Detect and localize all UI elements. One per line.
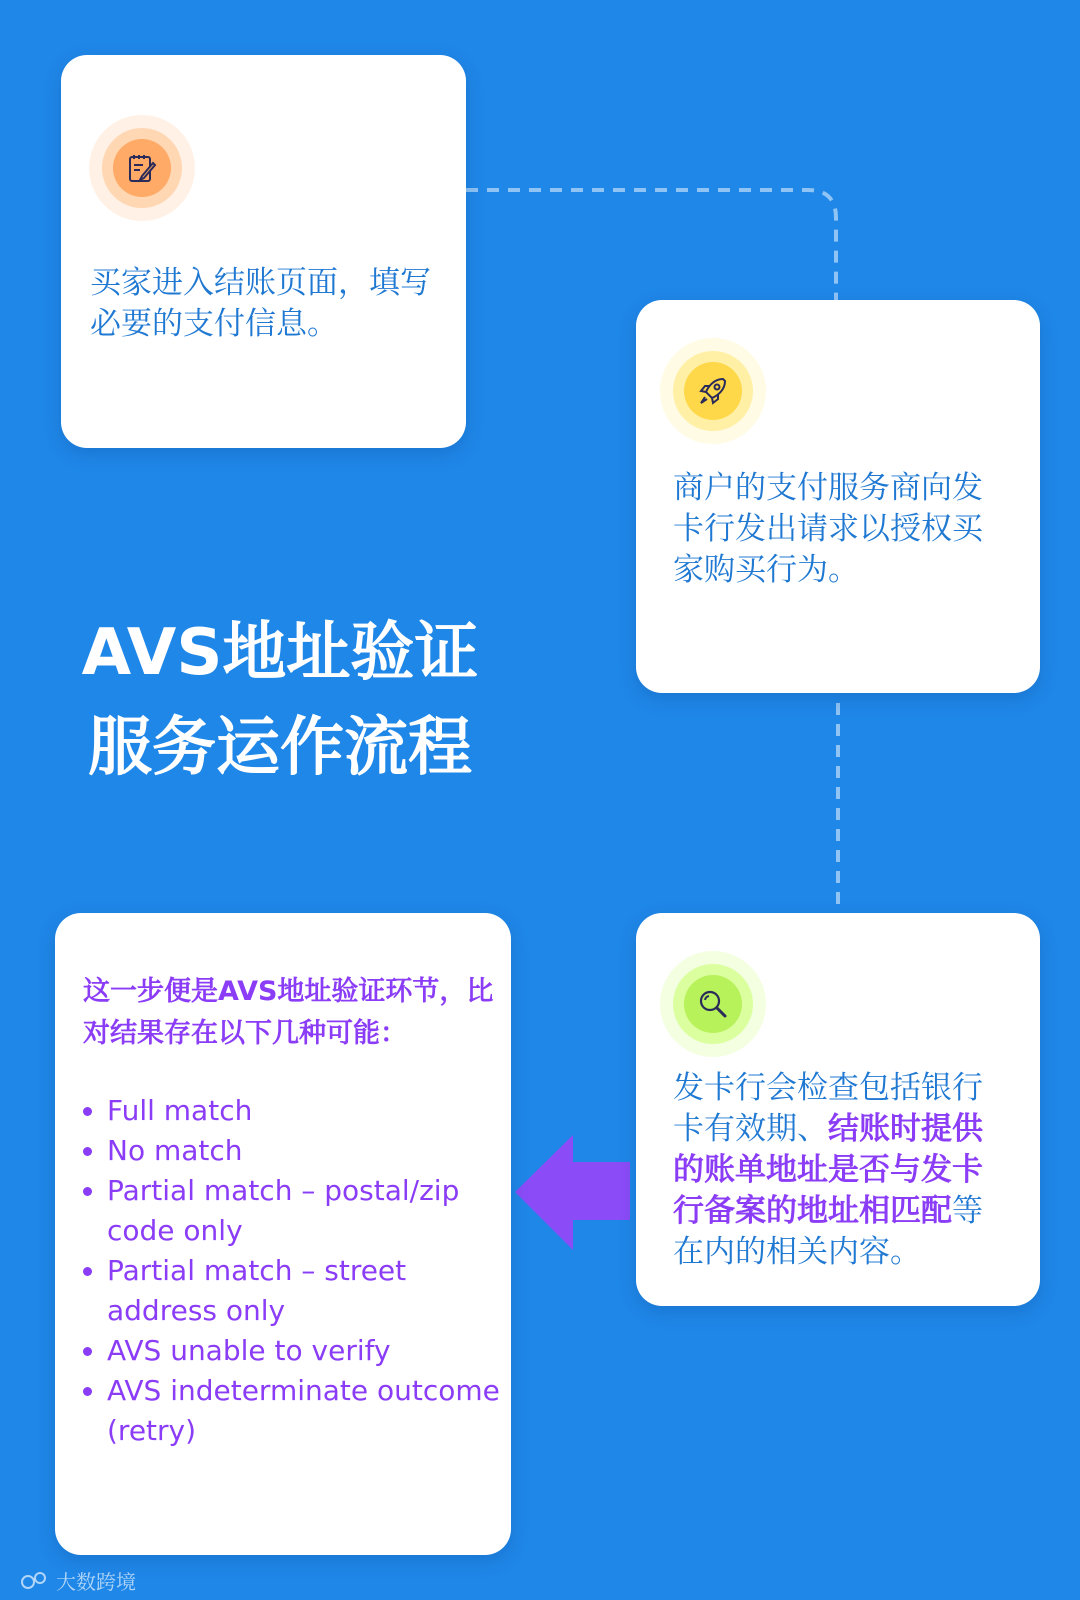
step1-text: 买家进入结账页面，填写必要的支付信息。	[90, 265, 431, 342]
list-item: • Partial match – street address only	[107, 1251, 507, 1331]
notepad-icon	[125, 151, 159, 185]
logo-icon	[20, 1570, 50, 1592]
page-title-line2: 服务运作流程	[88, 711, 472, 785]
arrow-left-icon	[515, 1135, 630, 1250]
step4-intro: 这一步便是AVS地址验证环节，比对结果存在以下几种可能：	[83, 976, 494, 1049]
list-item: • Partial match – postal/zip code only	[107, 1171, 507, 1251]
connector-step1-step2	[466, 190, 836, 300]
step1-icon-badge	[89, 115, 195, 221]
step3-icon-badge	[660, 951, 766, 1057]
step2-text: 商户的支付服务商向发卡行发出请求以授权买家购买行为。	[673, 470, 983, 588]
step3-text-before: 发卡行会检查包括银行卡有效期、	[673, 1070, 983, 1147]
step4-card	[55, 913, 511, 1555]
rocket-icon	[695, 373, 731, 409]
page-title-line1: AVS地址验证	[81, 616, 479, 690]
step2-icon-badge	[660, 338, 766, 444]
list-item: • AVS unable to verify	[107, 1331, 507, 1371]
step1-card	[61, 55, 466, 448]
avs-result-list	[77, 1091, 507, 1451]
watermark-logo	[20, 1566, 136, 1595]
list-item: • AVS indeterminate outcome (retry)	[107, 1371, 507, 1451]
step3-card	[636, 913, 1040, 1306]
list-item: • Full match	[107, 1091, 507, 1131]
watermark-text: 大数跨境	[56, 1570, 136, 1594]
magnifier-icon	[695, 986, 731, 1022]
step3-text-highlight: 结账时提供的账单地址是否与发卡行备案的地址相匹配	[673, 1111, 983, 1229]
list-item: • No match	[107, 1131, 507, 1171]
step2-card	[636, 300, 1040, 693]
step3-text	[673, 1068, 1013, 1273]
step3-text-after: 等在内的相关内容。	[673, 1193, 983, 1270]
